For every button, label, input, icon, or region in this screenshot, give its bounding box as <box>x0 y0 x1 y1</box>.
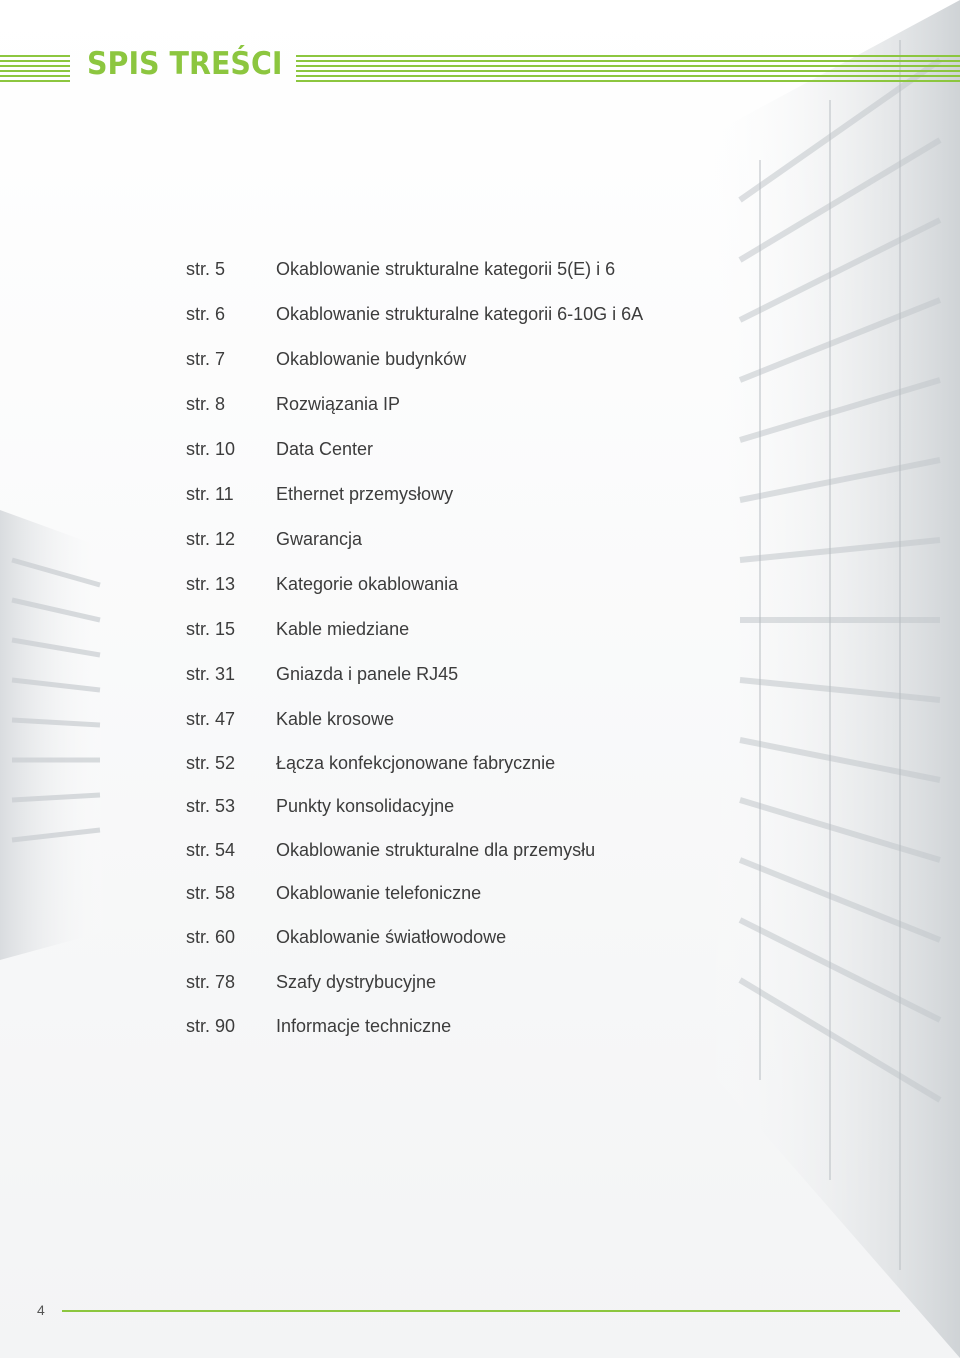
toc-page-number: str. 54 <box>186 840 236 860</box>
toc-entry[interactable] <box>0 301 960 327</box>
toc-page-number: str. 58 <box>186 883 236 903</box>
toc-title: Okablowanie strukturalne kategorii 6-10G i 6A <box>276 304 644 324</box>
toc-page-number: str. 90 <box>186 1016 236 1036</box>
toc-entry[interactable] <box>0 616 960 642</box>
toc-entry[interactable] <box>0 256 960 282</box>
toc-title: Okablowanie światłowodowe <box>276 927 507 947</box>
toc-entry[interactable] <box>0 481 960 507</box>
toc-entry[interactable] <box>0 661 960 687</box>
toc-page-number: str. 5 <box>186 259 226 279</box>
toc-title: Okablowanie strukturalne dla przemysłu <box>276 840 596 860</box>
toc-entry[interactable] <box>0 706 960 732</box>
toc-page-number: str. 7 <box>186 349 226 369</box>
toc-title: Okablowanie strukturalne kategorii 5(E) i 6 <box>276 259 616 279</box>
toc-entry[interactable] <box>0 526 960 552</box>
toc-entry[interactable] <box>0 436 960 462</box>
toc-title: Informacje techniczne <box>276 1016 452 1036</box>
toc-page-number: str. 60 <box>186 927 236 947</box>
toc-page-number: str. 11 <box>186 484 234 504</box>
toc-title: Data Center <box>276 439 374 459</box>
toc-entry[interactable] <box>0 750 960 776</box>
section-header <box>0 42 960 88</box>
header-stripes-right <box>296 55 960 82</box>
toc-title: Kable krosowe <box>276 709 395 729</box>
page-title: SPIS TREŚCI <box>87 46 283 82</box>
toc-title: Okablowanie telefoniczne <box>276 883 482 903</box>
toc-page-number: str. 31 <box>186 664 236 684</box>
toc-entry[interactable] <box>0 391 960 417</box>
toc-page-number: str. 10 <box>186 439 236 459</box>
toc-title: Ethernet przemysłowy <box>276 484 454 504</box>
toc-page-number: str. 8 <box>186 394 226 414</box>
toc-entry[interactable] <box>0 969 960 995</box>
toc-entry[interactable] <box>0 571 960 597</box>
toc-entry[interactable] <box>0 880 960 906</box>
toc-page-number: str. 52 <box>186 753 236 773</box>
toc-page-number: str. 6 <box>186 304 226 324</box>
toc-page-number: str. 47 <box>186 709 236 729</box>
toc-title: Łącza konfekcjonowane fabrycznie <box>276 753 556 773</box>
toc-title: Kable miedziane <box>276 619 410 639</box>
toc-entry[interactable] <box>0 1013 960 1039</box>
toc-page-number: str. 15 <box>186 619 236 639</box>
toc-entry[interactable] <box>0 837 960 863</box>
toc-entry[interactable] <box>0 793 960 819</box>
toc-page-number: str. 13 <box>186 574 236 594</box>
toc-page-number: str. 53 <box>186 796 236 816</box>
toc-title: Gniazda i panele RJ45 <box>276 664 459 684</box>
toc-title: Gwarancja <box>276 529 363 549</box>
header-stripes-left <box>0 55 70 82</box>
toc-title: Punkty konsolidacyjne <box>276 796 455 816</box>
toc-title: Szafy dystrybucyjne <box>276 972 437 992</box>
toc-page-number: str. 78 <box>186 972 236 992</box>
toc-title: Kategorie okablowania <box>276 574 459 594</box>
footer-divider <box>62 1310 900 1312</box>
toc-entry[interactable] <box>0 346 960 372</box>
toc-title: Rozwiązania IP <box>276 394 401 414</box>
toc-title: Okablowanie budynków <box>276 349 467 369</box>
toc-page-number: str. 12 <box>186 529 236 549</box>
toc-entry[interactable] <box>0 924 960 950</box>
page-number: 4 <box>37 1302 45 1318</box>
